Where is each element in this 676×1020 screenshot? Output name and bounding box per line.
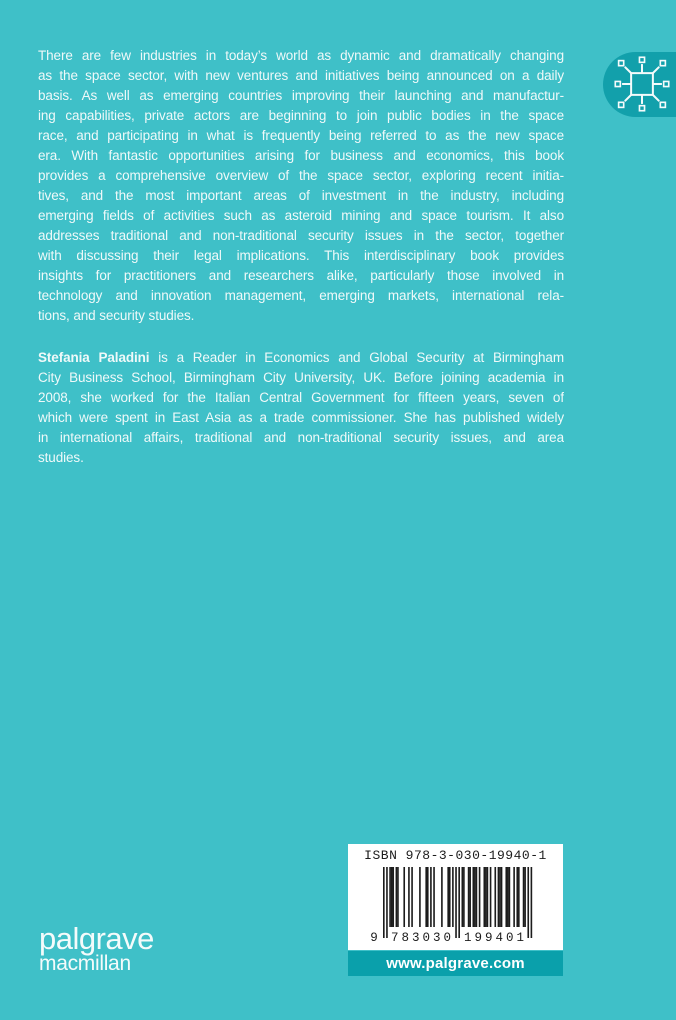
blurb-paragraph [38, 46, 564, 326]
logo-palgrave: palgrave [39, 921, 154, 956]
website-url: www.palgrave.com [386, 955, 525, 972]
logo-macmillan: macmillan [39, 952, 131, 975]
text-line: insights for practitioners and researchers alike, particularly those involved in [38, 268, 564, 283]
text-line: tions, and security studies. [38, 308, 195, 323]
author-bio-paragraph [38, 348, 564, 468]
text-line: race, and participating in what is frequently being referred to as the new space [38, 128, 564, 143]
text-line: City Business School, Birmingham City University, UK. Before joining academia in [38, 370, 564, 385]
barcode-box [348, 844, 563, 950]
text-line: Stefania Paladini is a Reader in Economics and Global Security at Birmingham [38, 350, 564, 365]
text-line: 2008, she worked for the Italian Central Government for fifteen years, seven of [38, 390, 564, 405]
publisher-logo [39, 923, 154, 975]
text-line: technology and innovation management, emerging markets, international rela- [38, 288, 564, 303]
text-line: provides a comprehensive overview of the space sector, exploring recent initia- [38, 168, 564, 183]
text-line: studies. [38, 450, 84, 465]
text-line: basis. As well as emerging countries improving their launching and manufactur- [38, 88, 564, 103]
text-line: era. With fantastic opportunities arising for business and economics, this book [38, 148, 564, 163]
text-line: with discussing their legal implications. This interdisciplinary book provides [38, 248, 564, 263]
text-line: as the space sector, with new ventures and initiatives being announced on a daily [38, 68, 564, 83]
svg-text:9: 9 [370, 931, 378, 945]
svg-text:199401: 199401 [464, 931, 524, 945]
text-line: which were spent in East Asia as a trade commissioner. She has published widely [38, 410, 564, 425]
text-line: addresses traditional and non-traditional security issues in the sector, together [38, 228, 564, 243]
text-line: emerging fields of activities such as asteroid mining and space tourism. It also [38, 208, 564, 223]
text-line: tives, and the most important areas of investment in the industry, including [38, 188, 564, 203]
text-line: ing capabilities, private actors are beginning to join public bodies in the space [38, 108, 564, 123]
corner-tab [603, 52, 676, 117]
website-bar [348, 951, 563, 976]
isbn-label: ISBN 978-3-030-19940-1 [364, 848, 547, 863]
text-line: in international affairs, traditional and non-traditional security issues, and area [38, 430, 564, 445]
svg-text:783030: 783030 [391, 931, 451, 945]
network-node-icon [613, 55, 671, 113]
ean13-barcode [348, 867, 563, 947]
text-line: There are few industries in today’s world as dynamic and dramatically changing [38, 48, 564, 63]
